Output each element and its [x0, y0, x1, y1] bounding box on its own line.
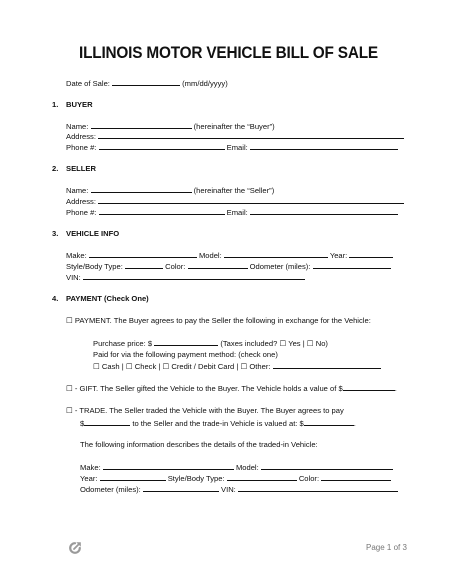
buyer-note: (hereinafter the “Buyer”) [193, 122, 275, 131]
section-title: BUYER [66, 100, 93, 109]
vehicle-row-1 [66, 250, 393, 260]
make-label: Make: [66, 251, 87, 260]
seller-email-field[interactable] [250, 207, 398, 215]
purchase-price-field[interactable] [154, 338, 218, 346]
vin-label: VIN: [66, 273, 81, 282]
section-heading-vehicle [52, 229, 119, 238]
buyer-name-label: Name: [66, 122, 89, 131]
seller-email-label: Email: [226, 208, 248, 217]
seller-name-field[interactable] [91, 185, 192, 193]
color-field[interactable] [188, 261, 248, 269]
page-title: ILLINOIS MOTOR VEHICLE BILL OF SALE [79, 44, 378, 62]
section-heading-buyer [52, 100, 93, 109]
section-heading-seller [52, 164, 96, 173]
buyer-name-row [66, 121, 275, 131]
gift-value-field[interactable] [343, 383, 395, 391]
section-title: PAYMENT (Check One) [66, 294, 149, 303]
trade-odometer-label: Odometer (miles): [80, 485, 141, 494]
trade-year-field[interactable] [100, 473, 166, 481]
color-label: Color: [165, 262, 186, 271]
trade-vehicle-row-3 [80, 484, 398, 494]
page-number: Page 1 of 3 [366, 543, 407, 552]
trade-vehicle-row-1 [80, 462, 393, 472]
purchase-price-row [93, 338, 328, 348]
trade-description: The following information describes the details of the traded-in Vehicle: [80, 440, 318, 449]
seller-address-label: Address: [66, 197, 96, 206]
brand-logo-icon [68, 541, 82, 555]
trade-style-label: Style/Body Type: [167, 474, 225, 483]
seller-contact-row [66, 207, 398, 217]
trade-make-field[interactable] [103, 462, 234, 470]
seller-note: (hereinafter the “Seller”) [193, 186, 275, 195]
date-format-hint: (mm/dd/yyyy) [182, 79, 228, 88]
year-label: Year: [329, 251, 348, 260]
payment-option-row[interactable]: ☐ PAYMENT. The Buyer agrees to pay the Seller the following in exchange for the Vehicle: [66, 316, 371, 325]
year-field[interactable] [349, 250, 393, 258]
purchase-price-label: Purchase price: $ [93, 339, 153, 348]
buyer-address-label: Address: [66, 132, 96, 141]
odometer-label: Odometer (miles): [249, 262, 311, 271]
style-label: Style/Body Type: [66, 262, 123, 271]
trade-value-text: to the Seller and the trade-in Vehicle is valued at: $ [132, 419, 304, 428]
vehicle-row-3 [66, 272, 305, 282]
trade-amount-row [80, 418, 356, 428]
buyer-address-field[interactable] [98, 131, 404, 139]
section-title: VEHICLE INFO [66, 229, 120, 238]
trade-make-label: Make: [80, 463, 101, 472]
date-of-sale-field[interactable] [112, 78, 180, 86]
seller-phone-label: Phone #: [66, 208, 97, 217]
seller-name-row [66, 185, 274, 195]
trade-payment-field[interactable] [84, 418, 130, 426]
payment-method-checkboxes[interactable]: ☐ Cash | ☐ Check | ☐ Credit / Debit Card | ☐ Other: [93, 362, 271, 371]
gift-option-row [66, 383, 397, 393]
trade-vin-field[interactable] [238, 484, 398, 492]
buyer-email-field[interactable] [250, 142, 398, 150]
seller-address-row [66, 196, 404, 206]
section-number: 2. [52, 164, 59, 173]
date-of-sale-row [66, 78, 228, 88]
payment-methods-row [93, 361, 381, 371]
odometer-field[interactable] [313, 261, 391, 269]
seller-name-label: Name: [66, 186, 89, 195]
buyer-email-label: Email: [226, 143, 248, 152]
trade-option-row[interactable]: ☐ - TRADE. The Seller traded the Vehicle with the Buyer. The Buyer agrees to pay [66, 406, 344, 415]
trade-period: . [353, 419, 356, 428]
style-field[interactable] [125, 261, 163, 269]
trade-model-label: Model: [235, 463, 259, 472]
trade-year-label: Year: [80, 474, 98, 483]
model-field[interactable] [224, 250, 328, 258]
trade-color-label: Color: [298, 474, 320, 483]
trade-dollar-sign: $ [80, 419, 85, 428]
section-heading-payment [52, 294, 149, 303]
date-of-sale-label: Date of Sale: [66, 79, 110, 88]
trade-vin-label: VIN: [221, 485, 236, 494]
buyer-phone-label: Phone #: [66, 143, 97, 152]
trade-style-field[interactable] [227, 473, 297, 481]
section-title: SELLER [66, 164, 96, 173]
section-number: 3. [52, 229, 59, 238]
seller-phone-field[interactable] [99, 207, 225, 215]
gift-period: . [394, 384, 397, 393]
taxes-included-options[interactable]: (Taxes included? ☐ Yes | ☐ No) [220, 339, 328, 348]
gift-option[interactable]: ☐ - GIFT. The Seller gifted the Vehicle to the Buyer. The Vehicle holds a value of $ [66, 384, 343, 393]
buyer-phone-field[interactable] [99, 142, 225, 150]
buyer-address-row [66, 131, 404, 141]
vehicle-row-2 [66, 261, 391, 271]
section-number: 4. [52, 294, 59, 303]
payment-method-intro: Paid for via the following payment method: (check one) [93, 350, 278, 359]
buyer-contact-row [66, 142, 398, 152]
trade-model-field[interactable] [261, 462, 393, 470]
seller-address-field[interactable] [98, 196, 404, 204]
model-label: Model: [198, 251, 222, 260]
payment-other-field[interactable] [273, 361, 381, 369]
trade-vehicle-row-2 [80, 473, 391, 483]
trade-odometer-field[interactable] [143, 484, 219, 492]
trade-color-field[interactable] [321, 473, 391, 481]
make-field[interactable] [89, 250, 197, 258]
buyer-name-field[interactable] [91, 121, 192, 129]
vin-field[interactable] [83, 272, 305, 280]
section-number: 1. [52, 100, 59, 109]
trade-in-value-field[interactable] [304, 418, 354, 426]
